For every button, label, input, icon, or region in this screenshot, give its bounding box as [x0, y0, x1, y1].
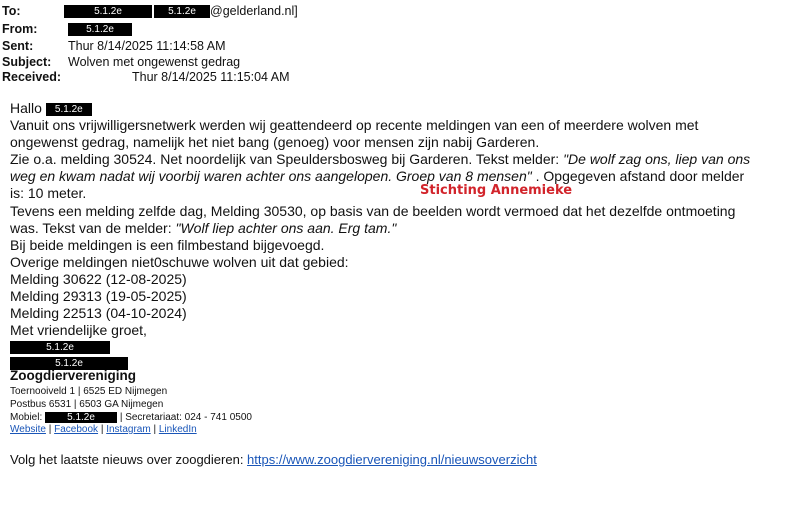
address-line: Postbus 6531 | 6503 GA Nijmegen	[10, 399, 164, 410]
received-value: Thur 8/14/2025 11:15:04 AM	[132, 70, 290, 84]
subject-label: Subject:	[2, 55, 52, 69]
body-line	[10, 151, 750, 168]
body-line	[10, 168, 744, 185]
social-links	[10, 423, 197, 436]
from-value	[68, 22, 132, 37]
body-line: Bij beide meldingen is een filmbestand bijgevoegd.	[10, 237, 325, 253]
signature-redaction-row	[10, 338, 110, 355]
closing: Met vriendelijke groet,	[10, 322, 147, 338]
separator: |	[153, 424, 157, 435]
linkedin-link[interactable]: LinkedIn	[158, 424, 197, 435]
body-line: Overige meldingen niet0schuwe wolven uit dat gebied:	[10, 254, 349, 270]
redaction: 5.1.2e	[64, 5, 152, 18]
facebook-link[interactable]: Facebook	[54, 424, 99, 435]
quote-text: weg en kwam nadat wij voorbij waren achter ons aangelopen. Groep van 8 mensen"	[10, 168, 532, 184]
received-label: Received:	[2, 70, 62, 84]
news-text: Volg het laatste nieuws over zoogdieren:	[10, 452, 248, 467]
redaction: 5.1.2e	[45, 412, 117, 423]
mobile-label: Mobiel:	[10, 412, 43, 423]
body-text-span: . Opgegeven afstand door melder	[531, 168, 745, 184]
news-url-link[interactable]: https://www.zoogdiervereniging.nl/nieuwsoverzicht	[247, 452, 537, 467]
redaction: 5.1.2e	[10, 341, 110, 354]
to-label: To:	[2, 4, 21, 18]
quote-text: "De wolf zag ons, liep van ons	[563, 151, 751, 167]
body-text-span: Zie o.a. melding 30524. Net noordelijk van Speuldersbosweg bij Garderen. Tekst melder:	[10, 151, 564, 167]
separator: |	[48, 424, 52, 435]
sent-label: Sent:	[2, 39, 34, 53]
separator: |	[100, 424, 104, 435]
redaction: 5.1.2e	[46, 103, 92, 116]
org-name: Zoogdiervereniging	[10, 368, 137, 383]
redaction: 5.1.2e	[154, 5, 210, 18]
secretariaat-text: | Secretariaat: 024 - 741 0500	[119, 412, 252, 423]
from-label: From:	[2, 22, 38, 36]
body-line: Tevens een melding zelfde dag, Melding 30530, op basis van de beelden wordt vermoed dat het dezelfde ontmoeting	[10, 203, 736, 219]
subject-value: Wolven met ongewenst gedrag	[68, 55, 241, 69]
sent-value: Thur 8/14/2025 11:14:58 AM	[68, 39, 226, 53]
melding-item: Melding 22513 (04-10-2024)	[10, 305, 187, 321]
body-line: is: 10 meter.	[10, 185, 87, 201]
greeting-line	[10, 100, 92, 117]
redaction: 5.1.2e	[68, 23, 132, 36]
to-domain: @gelderland.nl]	[210, 4, 298, 18]
body-line: Vanuit ons vrijwilligersnetwerk werden wij geattendeerd op recente meldingen van een of meerdere wolven met	[10, 117, 699, 133]
to-value	[64, 4, 298, 19]
quote-text: "Wolf liep achter ons aan. Erg tam."	[175, 220, 397, 236]
redaction: 5.1.2e	[10, 357, 128, 370]
body-text-span: was. Tekst van de melder:	[10, 220, 176, 236]
website-link[interactable]: Website	[10, 424, 46, 435]
body-line: ongewenst gedrag, namelijk het niet bang (genoeg) voor mensen zijn nabij Garderen.	[10, 134, 540, 150]
melding-item: Melding 29313 (19-05-2025)	[10, 288, 187, 304]
body-line	[10, 220, 396, 237]
news-line	[10, 451, 537, 468]
greeting: Hallo	[10, 100, 42, 116]
instagram-link[interactable]: Instagram	[106, 424, 151, 435]
watermark: Stichting Annemieke	[420, 183, 573, 198]
melding-item: Melding 30622 (12-08-2025)	[10, 271, 187, 287]
address-line: Toernooiveld 1 | 6525 ED Nijmegen	[10, 386, 168, 397]
